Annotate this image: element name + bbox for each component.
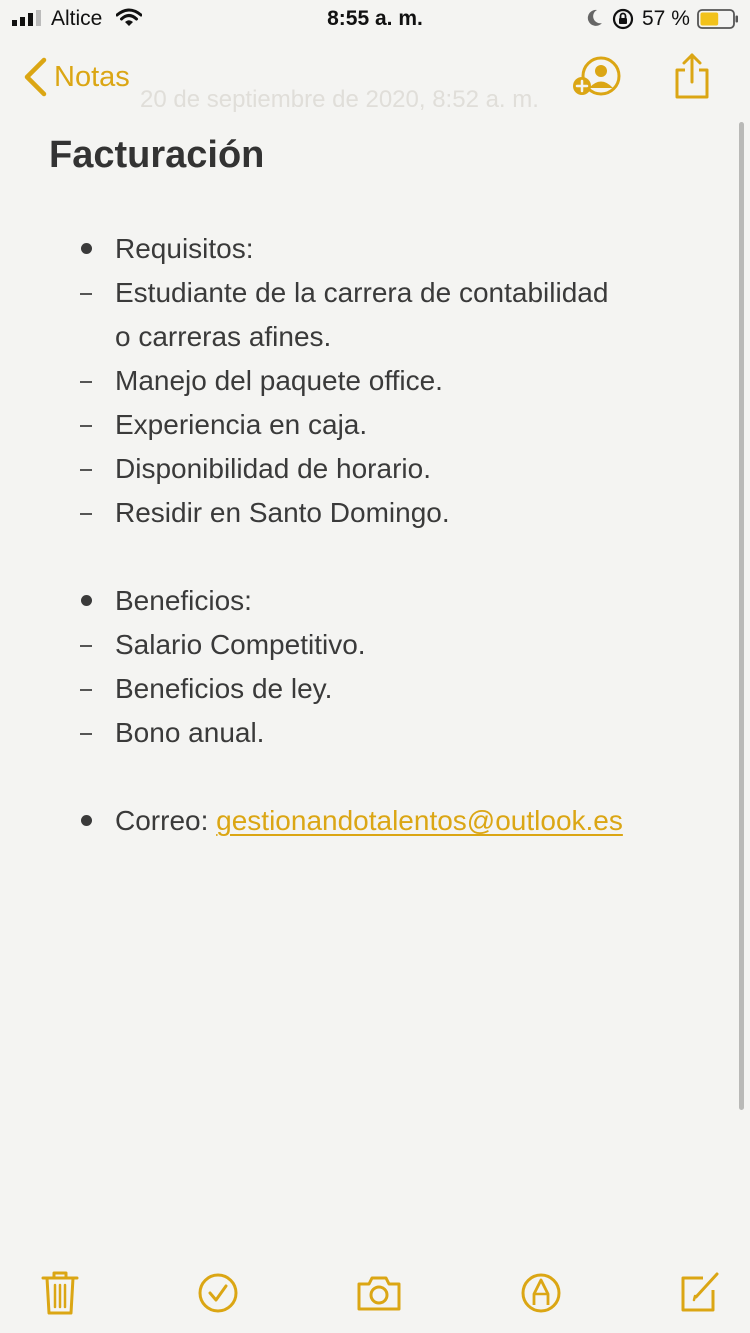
dash-marker — [80, 513, 92, 515]
dash-marker — [80, 645, 92, 647]
correo-label: Correo: — [115, 805, 217, 836]
dash-marker — [80, 425, 92, 427]
carrier-name: Altice — [51, 7, 103, 30]
checklist-icon[interactable] — [197, 1272, 239, 1314]
bullet-beneficios — [81, 595, 92, 606]
bullet-correo — [81, 815, 92, 826]
add-person-icon[interactable] — [570, 55, 624, 99]
status-bar — [0, 0, 750, 40]
markup-icon[interactable] — [520, 1272, 562, 1314]
dash-marker — [80, 689, 92, 691]
email-link[interactable]: gestionandotalentos@outlook.es — [216, 805, 623, 836]
share-icon[interactable] — [672, 52, 712, 100]
dash-marker — [80, 293, 92, 295]
dash-marker — [80, 381, 92, 383]
list-item: Beneficios de ley. — [115, 673, 333, 704]
dash-marker — [80, 469, 92, 471]
correo-line — [115, 805, 623, 837]
dash-marker — [80, 733, 92, 735]
orientation-lock-icon — [612, 8, 634, 30]
section-heading-requisitos: Requisitos: — [115, 233, 254, 264]
list-item: Disponibilidad de horario. — [115, 453, 431, 484]
list-item: Bono anual. — [115, 717, 265, 748]
note-date: 20 de septiembre de 2020, 8:52 a. m. — [140, 86, 539, 113]
list-item: o carreras afines. — [115, 321, 332, 352]
list-item: Experiencia en caja. — [115, 409, 368, 440]
list-item: Salario Competitivo. — [115, 629, 366, 660]
do-not-disturb-icon — [584, 8, 604, 28]
section-heading-beneficios: Beneficios: — [115, 585, 252, 616]
list-item: Estudiante de la carrera de contabilidad — [115, 277, 609, 308]
list-item: Manejo del paquete office. — [115, 365, 443, 396]
scroll-indicator[interactable] — [739, 122, 744, 1110]
battery-percent: 57 % — [642, 7, 690, 30]
bullet-requisitos — [81, 243, 92, 254]
back-button[interactable] — [22, 55, 130, 99]
list-item: Residir en Santo Domingo. — [115, 497, 450, 528]
chevron-left-icon — [22, 57, 48, 97]
clock-time: 8:55 a. m. — [327, 7, 423, 30]
trash-icon[interactable] — [40, 1270, 80, 1316]
compose-icon[interactable] — [679, 1270, 721, 1314]
back-button-label: Notas — [54, 60, 130, 93]
battery-icon — [697, 9, 739, 29]
note-title: Facturación — [49, 134, 265, 176]
camera-icon[interactable] — [356, 1274, 402, 1312]
